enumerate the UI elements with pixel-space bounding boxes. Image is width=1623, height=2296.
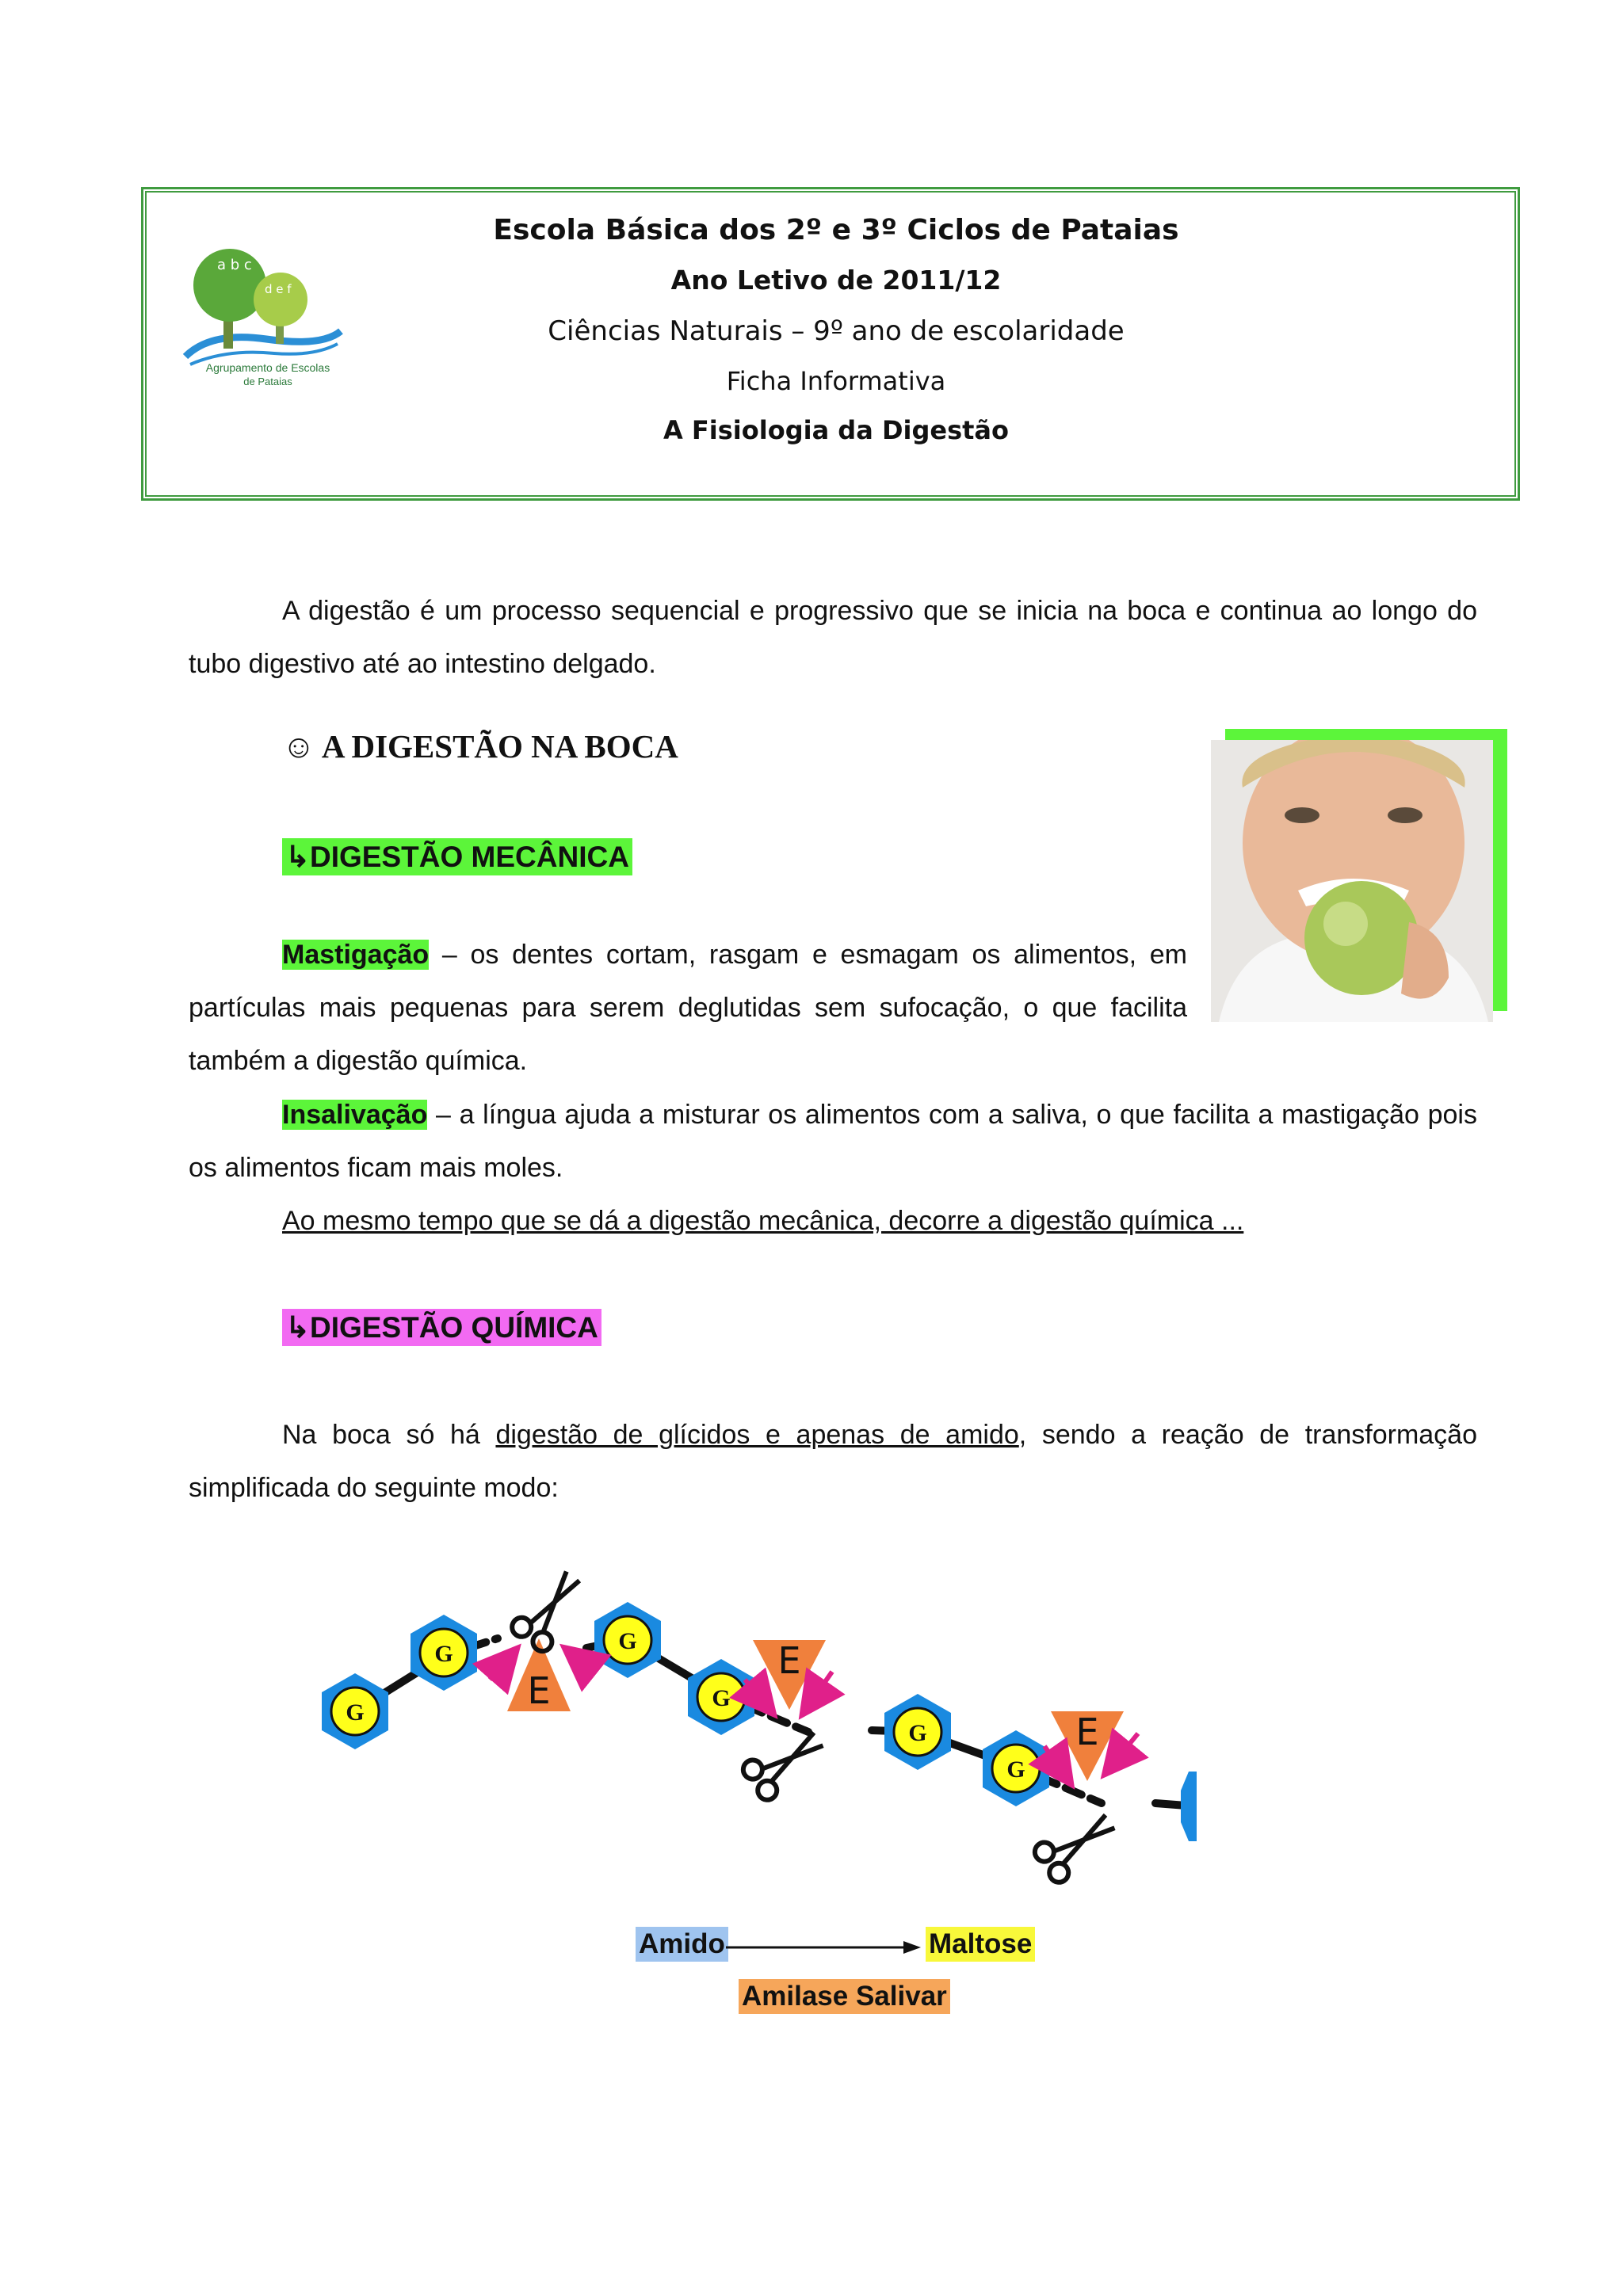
insalivacao-term: Insalivação	[282, 1100, 428, 1130]
bridge-text: Ao mesmo tempo que se dá a digestão mecânica, decorre a digestão química ...	[282, 1206, 1244, 1236]
glucose-label: G	[712, 1685, 731, 1711]
glucose-label: G	[908, 1720, 927, 1746]
quimica-text-before: Na boca só há	[282, 1420, 496, 1450]
product-maltose: Maltose	[926, 1927, 1035, 1962]
reactant-amido: Amido	[636, 1927, 728, 1962]
school-name: Escola Básica dos 2º e 3º Ciclos de Pataias	[493, 214, 1179, 246]
svg-text:d e f: d e f	[265, 282, 292, 296]
logo-text-line1: Agrupamento de Escolas	[205, 361, 330, 374]
subheading-quimica	[282, 1309, 601, 1346]
subheading-quimica-text: DIGESTÃO QUÍMICA	[310, 1311, 598, 1344]
glucose-label: G	[618, 1628, 637, 1654]
arrow-icon: ↳	[285, 841, 311, 873]
enzyme-amilase-salivar: Amilase Salivar	[739, 1979, 950, 2014]
subheading-mecanica-text: DIGESTÃO MECÂNICA	[310, 841, 629, 873]
arrow-icon: ↳	[285, 1311, 311, 1344]
quimica-text-underlined: digestão de glícidos e apenas de amido	[495, 1420, 1019, 1450]
glucose-label: G	[1006, 1756, 1025, 1783]
section-title-boca	[282, 727, 678, 765]
sheet-title: A Fisiologia da Digestão	[663, 415, 1009, 445]
mastigacao-term: Mastigação	[282, 940, 430, 970]
logo-text-line2: de Pataias	[243, 376, 292, 387]
scissors-icon	[509, 1563, 1123, 1886]
insalivacao-text: – a língua ajuda a misturar os alimentos com a saliva, o que facilita a mastigação pois os alimentos ficam mais moles.	[189, 1100, 1477, 1183]
enzyme-label: E	[527, 1669, 551, 1712]
enzyme-label: E	[777, 1639, 801, 1682]
quimica-text-after: , sendo a reação de transformação simplificada do seguinte modo:	[189, 1420, 1478, 1503]
glucose-label: G	[346, 1699, 365, 1726]
bridge-sentence	[282, 1195, 1471, 1248]
sheet-type: Ficha Informativa	[726, 366, 946, 396]
mastigacao-text: – os dentes cortam, rasgam e esmagam os alimentos, em partículas mais pequenas para serem deglutidas sem sufocação, o que facilita também a digestão química.	[189, 940, 1187, 1076]
glucose-label: G	[434, 1641, 453, 1667]
smiley-icon: ☺	[282, 728, 315, 765]
school-logo	[179, 238, 347, 393]
insalivacao-paragraph	[189, 1089, 1477, 1195]
reaction-arrow	[726, 1938, 921, 1957]
starch-digestion-diagram	[317, 1553, 1197, 1886]
svg-text:a b c: a b c	[217, 257, 252, 273]
enzyme-label: E	[1075, 1711, 1099, 1753]
subheading-mecanica	[282, 838, 632, 875]
subject-line: Ciências Naturais – 9º ano de escolaridade	[548, 315, 1125, 347]
boy-eating-apple-photo	[1211, 740, 1493, 1022]
mastigacao-paragraph	[189, 929, 1187, 1088]
quimica-paragraph	[189, 1409, 1477, 1515]
school-year: Ano Letivo de 2011/12	[670, 265, 1002, 296]
intro-paragraph: A digestão é um processo sequencial e progressivo que se inicia na boca e continua ao longo do tubo digestivo até ao intestino delgado.	[189, 596, 1477, 679]
section-title-text: A DIGESTÃO NA BOCA	[321, 728, 678, 765]
